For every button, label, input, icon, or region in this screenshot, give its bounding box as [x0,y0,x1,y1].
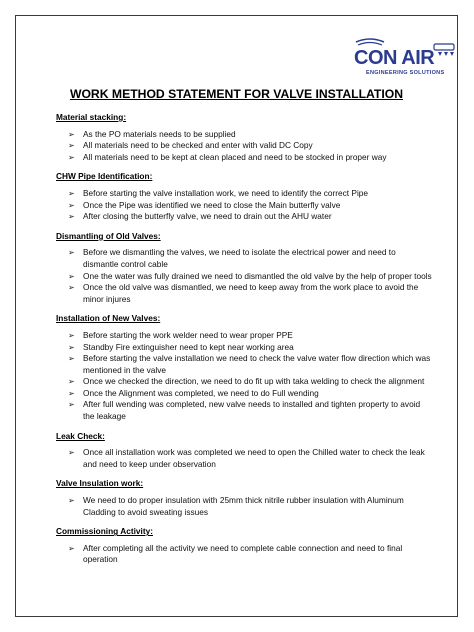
section [56,478,432,518]
section-heading: Leak Check: [56,430,105,441]
section-heading: CHW Pipe Identification: [56,171,153,182]
section-heading: Commissioning Activity: [56,526,153,537]
list-item-text: We need to do proper insulation with 25mm thick nitrile rubber insulation with Aluminum Cladding to avoid sweating issues [83,495,404,517]
bullet-list [56,188,432,223]
list-item [56,330,432,342]
document-body [56,112,432,574]
list-item [56,247,432,270]
bullet-list [56,129,432,164]
arrow-bullet-icon: ➢ [68,283,75,293]
arrow-bullet-icon: ➢ [68,342,75,352]
arrow-bullet-icon: ➢ [68,248,75,258]
bullet-list [56,330,432,423]
section-heading: Installation of New Valves: [56,313,161,324]
arrow-bullet-icon: ➢ [68,377,75,387]
section [56,313,432,422]
list-item-text: Standby Fire extinguisher need to kept near working area [83,341,294,352]
arrow-bullet-icon: ➢ [68,212,75,222]
list-item [56,495,432,518]
arrow-bullet-icon: ➢ [68,152,75,162]
section [56,526,432,566]
arrow-bullet-icon: ➢ [68,388,75,398]
arrow-bullet-icon: ➢ [68,354,75,364]
list-item [56,353,432,376]
list-item-text: After closing the butterfly valve, we need to drain out the AHU water [83,211,332,222]
list-item [56,543,432,566]
arrow-bullet-icon: ➢ [68,330,75,340]
list-item-text: Once all installation work was completed we need to open the Chilled water to check the leak and need to keep under observation [83,447,425,469]
list-item [56,376,432,388]
list-item [56,211,432,223]
page-title: WORK METHOD STATEMENT FOR VALVE INSTALLATION [69,87,404,101]
list-item [56,447,432,470]
bullet-list [56,543,432,566]
section [56,112,432,163]
list-item [56,282,432,305]
section [56,431,432,471]
arrow-bullet-icon: ➢ [68,188,75,198]
list-item [56,152,432,164]
section-heading: Valve Insulation work: [56,478,144,489]
list-item [56,200,432,212]
list-item-text: Once the Pipe was identified we need to close the Main butterfly valve [83,199,341,210]
section-heading: Dismantling of Old Valves: [56,230,161,241]
list-item [56,399,432,422]
company-logo [352,38,456,82]
arrow-bullet-icon: ➢ [68,141,75,151]
section [56,231,432,306]
arrow-bullet-icon: ➢ [68,448,75,458]
bullet-list [56,447,432,470]
list-item [56,188,432,200]
bullet-list [56,495,432,518]
list-item [56,271,432,283]
bullet-list [56,247,432,305]
arrow-bullet-icon: ➢ [68,400,75,410]
list-item-text: After completing all the activity we need to complete cable connection and need to final operation [83,542,403,565]
list-item [56,140,432,152]
list-item-text: Before starting the valve installation work, we need to identify the correct Pipe [83,187,369,198]
arrow-bullet-icon: ➢ [68,271,75,281]
list-item [56,342,432,354]
arrow-bullet-icon: ➢ [68,200,75,210]
logo-wordmark: CON AIR [354,47,435,69]
list-item [56,388,432,400]
list-item-text: After full wending was completed, new valve needs to installed and tighten property to avoid the leakage [83,399,421,422]
list-item-text: Once we checked the direction, we need to do fit up with taka welding to check the alignment [83,376,425,387]
arrow-bullet-icon: ➢ [68,129,75,139]
list-item-text: As the PO materials needs to be supplied [83,128,236,139]
section-heading: Material stacking: [56,112,127,122]
arrow-bullet-icon: ➢ [68,496,75,506]
logo-tagline: ENGINEERING SOLUTIONS [366,70,445,76]
list-item-text: Once the old valve was dismantled, we need to keep away from the work place to avoid the minor injures [83,282,419,304]
section [56,171,432,222]
list-item-text: Once the Alignment was completed, we need to do Full wending [83,387,319,398]
list-item-text: All materials need to be checked and enter with valid DC Copy [83,140,313,151]
list-item-text: One the water was fully drained we need to dismantled the old valve by the help of proper tools [83,270,432,281]
list-item [56,129,432,141]
arrow-bullet-icon: ➢ [68,543,75,553]
list-item-text: Before starting the valve installation we need to check the valve water flow direction which was mentioned in the valve [83,353,431,375]
list-item-text: All materials need to be kept at clean placed and need to be stocked in proper way [83,151,387,162]
list-item-text: Before starting the work welder need to wear proper PPE [83,329,293,340]
list-item-text: Before we dismantling the valves, we need to isolate the electrical power and need to dismantle control cable [83,247,396,269]
